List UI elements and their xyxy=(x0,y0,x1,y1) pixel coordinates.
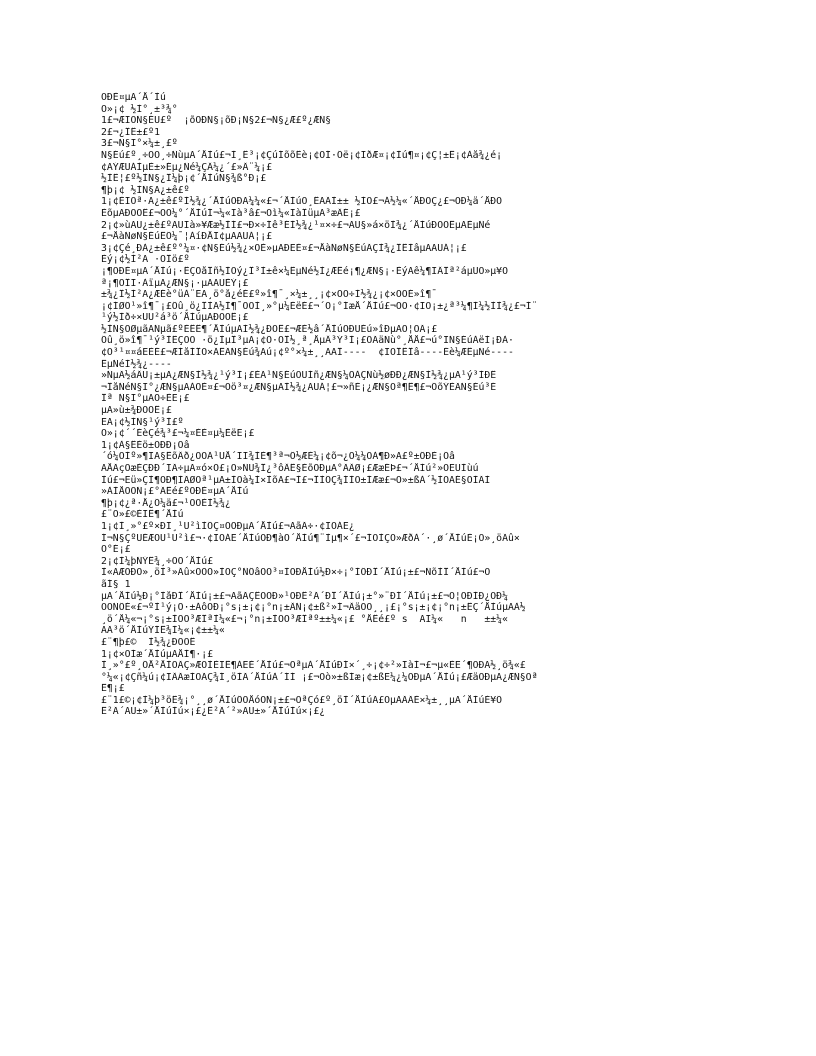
text-line: Ñ§Éú£º¸÷ÖÖ¸÷ÑùµÄ´ÅÌú£¬Ì¸Ê³¡¢ÇúÍõõÊè¡¢ÓÍ·Õë¡¢ÏðÆ¤¡¢Ìú¶¤¡¢Ç¦±Ê¡¢Àå¾¿é¡ xyxy=(101,149,503,161)
text-line: ÄÃ³ö´ÅÌúÝÍÊ¾Ì¼«¡¢±±¼« xyxy=(101,625,225,637)
text-line: ±¾¿Î½Ì²Ä¿ÆÉè°üÀ¨ËÄ¸ö°å¿éÉ£º»î¶¯¸×¼±¸¸¡¢×ÔÖ÷Ì½¾¿¡¢×ÔÓÉ»î¶¯ xyxy=(101,289,438,301)
text-line: 3£¬Ñ§Ï°×¼±¸£º xyxy=(101,138,178,150)
text-line: ¶þ¡¢¿ª·Å¿Õ¼ä£¬¹ÓÖÈÌ½¾¿ xyxy=(101,497,231,509)
text-line: 2¡¢»ùÄÜ¿±ê£ºÄÜÏà»¥Ææ½ÌÍ£¬Ð×÷Íê³ÉÌ½¾¿¹¤×÷£¬ÄÜ§»á×öÌ¾¿´ÅÌúÐÔÖÊµÄÈµÑé xyxy=(101,219,491,231)
text-line: 3¡¢Çé¸ÐÀ¿±ê£º°¼¤·¢Ñ§Éú½¾¿×ÔÈ»µÄÐËÈ¤£¬ÅàÑøÑ§ÉúÃÇÌ¾¿ÎÊÌâµÄÄÜÁ¦¡£ xyxy=(101,242,467,254)
text-line: ¢ÄÝÆÜÁÌµÈ±»Éµ¿Ñé¼ÇÂ¼¿´£»Â¨¼¡£ xyxy=(101,161,273,173)
document-page xyxy=(101,92,721,718)
text-line: Ìú£¬Ëü»ÇÌ¶ÓÐ¶ÌÃØÒª¹µÄ±ÌÒà¼Ì×ÌõÄ£¬Ì£¬ÎÌÕÇ¾ÍÌÒ±ÍÆæ£¬Ò»±ßÀ´½ÌÓÄÉ§ÒÌÃÌ xyxy=(101,474,491,486)
text-line: Èý¡¢½Ì²Ä ·ÖÎö£º xyxy=(101,254,190,266)
text-line: ÊµÑéÌ½¾¿---- xyxy=(101,358,172,370)
text-line: Í¬Ñ§ÇºÜÉÆÓÚ¹Û²ì£¬·¢ÏÖÁË´ÅÌúÓÐ¶àÖ´ÅÌú¶¨Ìµ¶×´£¬ÍÒÌÇÒ»ÆðÀ´·¸ø´ÅÌúÈ¡Ò»¸öÃû× xyxy=(101,532,520,544)
text-line: Ò»¡¢ ½Ì°¸±³¾° xyxy=(101,103,178,115)
text-line: ¶þ¡¢ ½ÌÑ§Ä¿±ê£º xyxy=(101,184,190,196)
text-line: ÓÐÈ¤µÄ´Å´Ìú xyxy=(101,92,166,103)
text-line: 1¡¢Ì¸»°£º×ÐÏ¸¹Û²ìÌÕÇ¤ÖÓÐµÄ´ÅÌú£¬ÄãÃ÷·¢ÏÖÁË¿ xyxy=(101,520,355,532)
text-line: ¸ö´Å¼«¬¡°s¡±ÌÒÒ³ÆÎªÌ¼«£¬¡°n¡±ÌÒÓ³ÆÎªº±±¼«¡£ °ÅÊé£º s ÄÏ¼« n ±±¼« xyxy=(101,613,508,625)
text-line: Ê¶¡£ xyxy=(101,683,125,695)
text-line: Ê²Ã´ÄÜ±»´ÅÌúÌú×¡£¿Ê²Ã´²»ÄÜ±»´ÅÌúÌú×¡£¿ xyxy=(101,706,326,718)
text-line: £¨Ò»£©ÈÏÊ¶´ÅÌú xyxy=(101,509,184,521)
text-line: ÖÖÑÕÉ«£¬ºÌ¹ý¡Ö·±ÁôÓÐ¡°s¡±¡¢¡°n¡±ÂÑ¡¢±ß²»Í¬ÂäÖÔ¸¸¡£¡°s¡±¡¢¡°n¡±ÊÇ´ÅÌúµÄÀ½ xyxy=(101,602,526,614)
text-line: Ì«ÄÆÓÐÒ»¸öÌ³»Ãû×ÓÓÖ»ÌÒÇ°ÑÕâÖÖ³¤ÌÒÐÅÌú½Ð×÷¡°ÌÕÐÎ´ÅÌú¡±£¬ÑõÌÎ´ÅÌú£¬Ô xyxy=(101,567,491,579)
text-line: »ÀÌÅÓÓÑ¡£°ÃÊé£ºÓÐÈ¤µÄ´ÅÌú xyxy=(101,486,249,498)
text-line: £¨¶þ£© Ì½¾¿ÐÔÖÊ xyxy=(101,636,196,648)
text-line: µÄ»ù±¾ÐÔÖÊ¡£ xyxy=(101,405,172,417)
text-line: 1£¬ÆÏÒÑ§ÉÙ£º ¡õÖÐÑ§¡õÐ¡Ñ§2£¬Ñ§¿Æ£º¿ÆÑ§ xyxy=(101,115,332,127)
text-line: 1¡¢ÈÏÖª·Ä¿±ê£ºÌ½¾¿´ÅÌúÓÐÄ¼¼«£¬´ÅÌúÒ¸ÊÄÃÌ±± ½ÌÒ£¬Á½¼«´ÅÐÔÇ¿£¬ÖÐ¼ä´ÅÐÔ xyxy=(101,196,503,208)
text-line: ¡¶ÓÐÈ¤µÄ´ÅÌú¡·ÊÇÒåÎñ½ÌÓý¿Î³Ì±ê×¼ÊµÑé½Ì¿ÆÊé¡¶¿ÆÑ§¡·ÈýÄê¼¶ÏÂÎª²áµÚÒ»µ¥Ô xyxy=(101,265,508,277)
text-line: ½ÌÊ¦£º½ÌÑ§¿Î¼þ¡¢´ÅÌúÑ§¾ß°Ð¡£ xyxy=(101,173,267,185)
text-line: µÄ´ÅÌú½Ð¡°ÌåÐÎ´ÅÌú¡±£¬ÄãÃÇÊÖÖÐ»¹ÓÐÊ²Ã´ÐÎ´ÅÌú¡±°»¨ÐÍ´ÅÌú¡±£¬Ó¦ÓÐÌÐ¿ÒÐ¼ xyxy=(101,590,508,602)
text-line: Õû¸ö»î¶¯¹ý³ÌÊÇÒÔ ·ö¿ÌµÎ³µÄ¡¢Õ·ÖÎ½¸ª¸ÅµÂ³Ý³Ì¡£ÕÃäÑù°¸ÅÅ£¬ú°ÏÑ§ÉúÀëÌ¡ÐÀ· xyxy=(101,335,514,347)
text-line: ÈõµÄÐÔÖÊ£¬ÒÔ¼°´ÅÌúÍ¬¼«Ïà³â£¬Òì¼«ÏàÎüµÄ³æÂÉ¡£ xyxy=(101,207,361,219)
text-line: 1¡¢×ÔÍæ´ÅÌúµÄÅÌ¶·¡£ xyxy=(101,648,214,660)
text-line: ¹ý½Ìð÷×ÜÙ²á³ö´ÅÌúµÄÐÔÖÊ¡£ xyxy=(101,312,249,324)
text-line: 2£¬¿ÎÊ±£º1 xyxy=(101,126,160,138)
text-line: Ö°É¡£ xyxy=(101,544,131,556)
text-line: ¡¢ÍØÕ¹»î¶¯¡£Õû¸ö¿ÎÌÃ½Ì¶¯ÒÔÌ¸»°µ¼ÈëÉ£¬´Ó¡°ÍæÅ´ÅÌú£¬ÖÒ·¢ÏÖ¡±¿ª³¼¶Ì¼½ÌÌ¾¿£¬Í¨ xyxy=(101,300,538,312)
text-line: ¬ÎåÑéÑ§Ï°¿ÆÑ§µÄÀÖÈ¤£¬Ôö³¤¿ÆÑ§µÄÌ½¾¿ÄÜÁ¦£¬»ñÈ¡¿ÆÑ§Öª¶Ê¶£¬ÕõÝÈÃÑ§Éú³É xyxy=(101,381,497,393)
text-line: ¢Ö³¹¤¤áËÈÉ£¬ÆÍåÍÎÖ×ÃÊÃÑ§Éú¾Äú¡¢º°×¼±¸¸ÄÄÎ---- ¢ÏÓÎÊÎâ----Éè¼ÆÊµÑé---- xyxy=(101,347,514,359)
text-line: £¨1£©¡¢Ì¼þ³öÊ¾¡°¸¸ø´ÅÌúÕÒÅóÓÑ¡±£¬ÒªÇó£º¸öÌ´ÅÌúÃ£ÒµÄÃÃÈ×¼±¸¸µÄ´ÅÌúÈ¥Õ xyxy=(101,694,503,706)
text-line: ÄÅÃçÖæÈÇÐÐ´ÏÃ÷µÄ¤ó×Ó£¡Ò»ÑÜ¾Î¿³ôÂÊ§ÈõÖÐµÄ°ÃÂØ¡£ÆæÉÞ£¬´ÅÌú²»ÖËÛÌùú xyxy=(101,463,479,474)
text-line: ª¡¶ÓÎÏ·ÀïµÄ¿ÆÑ§¡·µÄÄÚÈÝ¡£ xyxy=(101,277,249,289)
text-line: Ò»¡¢´´ÉèÇé¾³£¬¼¤ÈÈ¤µ¼ÈëË¡£ xyxy=(101,428,255,440)
text-line: Ì¸»°£º¸ÕÅ²ÅÌÒÃÇ»ÆÖÌÈÏÊ¶ÁËÈ´ÅÌú£¬ÖªµÀ´ÅÌúÐÍ×´¸÷¡¢÷²»ÏàÍ¬£¬µ«ÈË´¶ÓÐÄ½¸ö¾«£ xyxy=(101,660,526,672)
text-line: 1¡¢À§ÊÈö±ÕÐÐ¡Óâ xyxy=(101,439,190,451)
text-line: 2¡¢Ì¼þÑÝÊ¾¸÷ÖÖ´ÅÌú£ xyxy=(101,555,214,567)
text-line: °¼«¡¢Çñ¼ú¡¢ÏÂÃæÌÒÃÇ¾Í¸öÌÃ´ÅÌúÀ´ÍÍ ¡£¬Òò»±ßÍæ¡¢±ßË¼¿¼ÓÐµÄ´ÅÌú¡£ÆäÖÐµÄ¿ÆÑ§Öª xyxy=(101,671,538,683)
text-line: ãÍ§ 1 xyxy=(101,578,131,590)
text-line: Îª Ñ§Ï°µÄÖ÷ÈË¡£ xyxy=(101,393,190,405)
text-line: ËÄ¡¢½ÌÑ§¹ý³Ì£º xyxy=(101,416,184,428)
text-line: ½ÌÑ§ÖØµãÄÑµã£ºÈÊÊ¶´ÅÌúµÄÌ½¾¿ÐÔÊ£¬ÆÈ½â´ÅÌúÓÐÚÉú»îÐµÄÓ¦ÓÃ¡£ xyxy=(101,323,438,335)
text-line: ´ó¼ÒÌº»¶ÏÄ§ÊõÂð¿ÒÓÃ¹ÙÅ´ÏÏ¾ÌÈ¶³ª¬Õ½ÆÈ¼¡¢õ¬¿Ó¼¼ÒÀ¶Ð»Ä£º±ÕÐÈ¡Õâ xyxy=(101,451,455,463)
text-line: £¬ÅàÑøÑ§ÉúÊÕ¼¯¦ÀíÐÅÏ¢µÄÄÜÁ¦¡£ xyxy=(101,231,273,243)
text-line: »ÑµÃ½áÂÛ¡±µÄ¿ÆÑ§Ì½¾¿¹ý³Ì¡£ÈÃ¹Ñ§ÉúÓÚÍñ¿ÆÑ§¼ÒÀÇÑù½øÐÐ¿ÆÑ§Ì½¾¿µÄ¹ý³ÌÐÊ xyxy=(101,370,497,382)
